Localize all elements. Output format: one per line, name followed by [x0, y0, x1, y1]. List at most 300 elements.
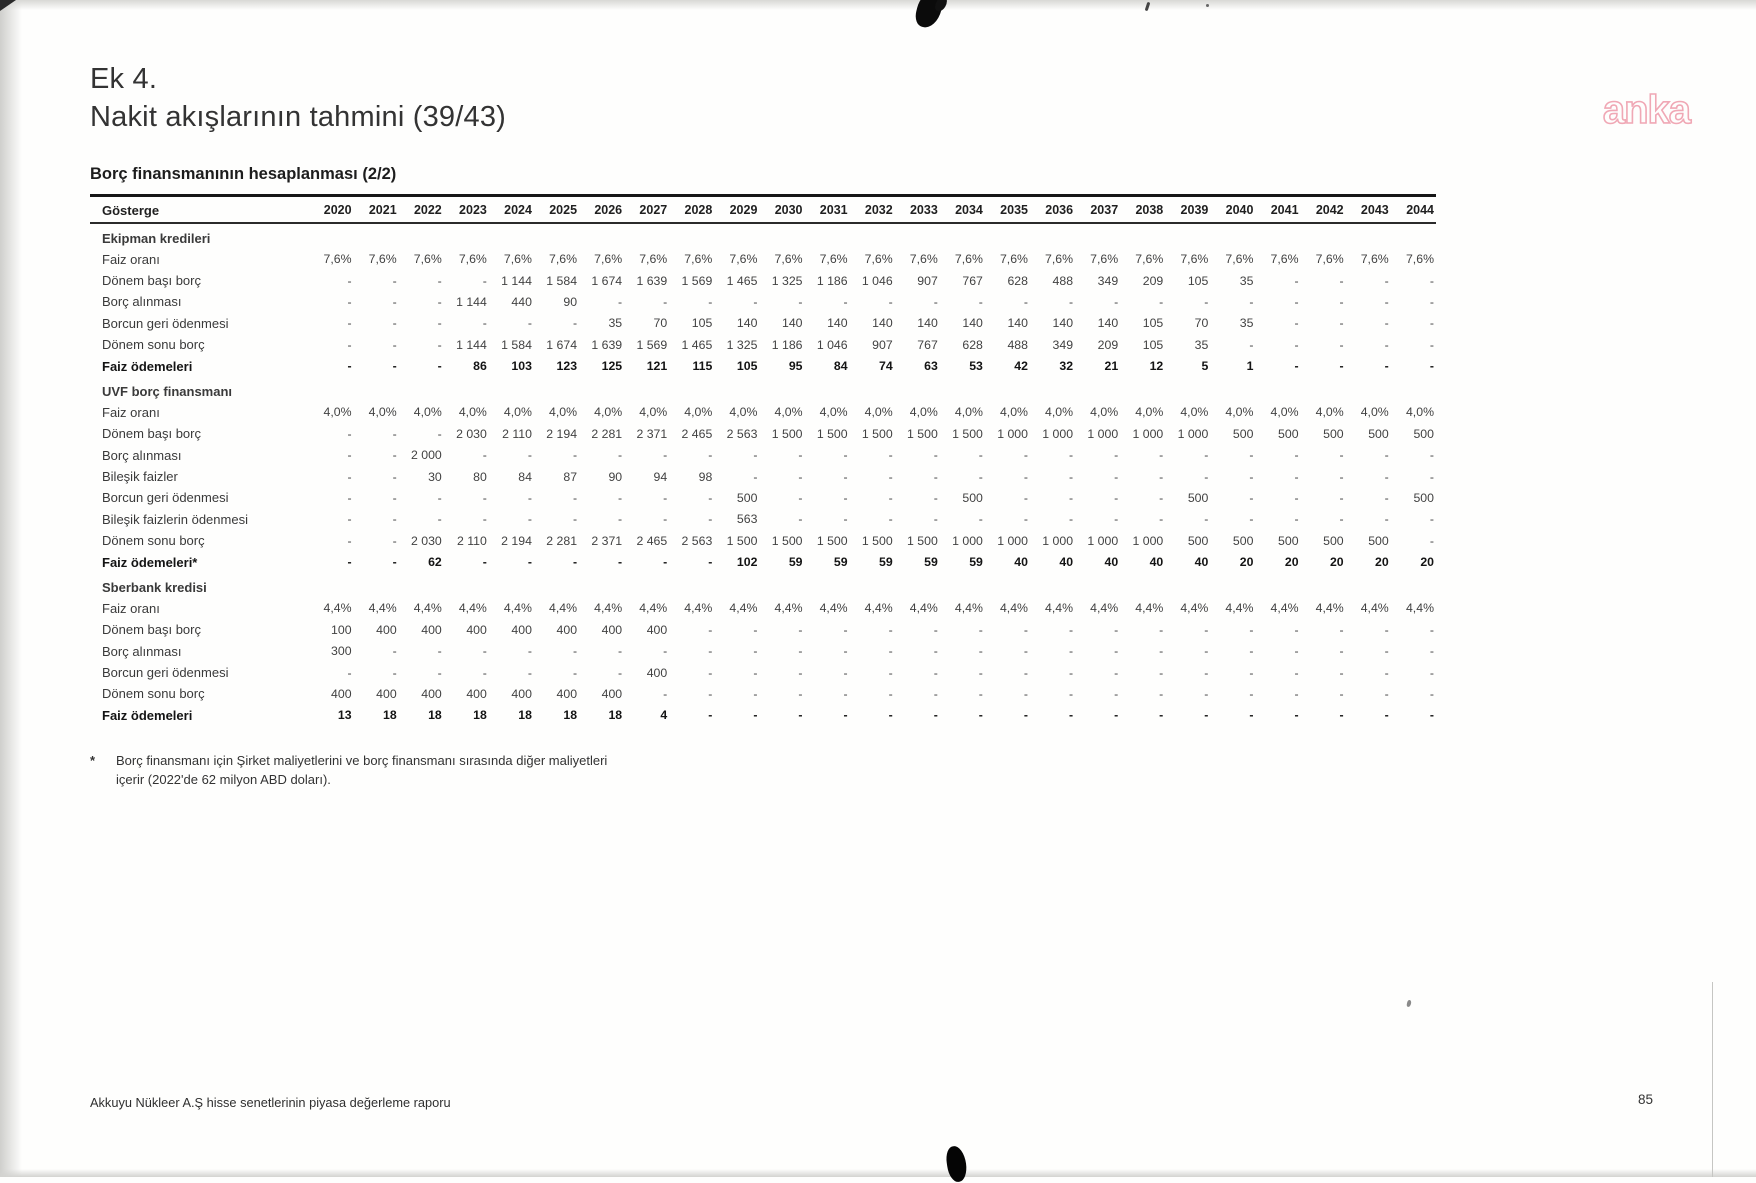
- table-cell: 35: [1239, 316, 1254, 331]
- table-cell: 40: [1059, 555, 1074, 570]
- table-cell: 1 000: [952, 533, 983, 548]
- table-cell: -: [392, 359, 397, 374]
- table-cell: 1 500: [861, 533, 893, 548]
- table-cell: -: [1429, 448, 1434, 463]
- table-cell: -: [527, 490, 532, 505]
- row-label: Bileşik faizlerin ödenmesi: [102, 511, 248, 527]
- table-cell: -: [1294, 490, 1299, 505]
- section-header-row: [90, 377, 1436, 402]
- column-header-year: 2024: [504, 203, 532, 218]
- table-cell: -: [798, 448, 803, 463]
- table-cell: 488: [1052, 273, 1074, 288]
- table-row: [90, 402, 1436, 423]
- table-cell: 7,6%: [1360, 252, 1389, 267]
- table-cell: 4,0%: [368, 405, 397, 420]
- table-cell: 18: [563, 708, 578, 723]
- table-cell: -: [1023, 294, 1028, 309]
- table-cell: -: [1294, 337, 1299, 352]
- scan-artifact: [945, 1145, 969, 1183]
- table-cell: -: [1249, 622, 1254, 637]
- table-cell: -: [798, 665, 803, 680]
- table-cell: 94: [653, 469, 668, 484]
- table-cell: -: [1339, 622, 1344, 637]
- table-cell: 40: [1194, 555, 1209, 570]
- table-cell: -: [1339, 294, 1344, 309]
- table-cell: -: [978, 622, 983, 637]
- table-cell: -: [618, 294, 623, 309]
- column-header-gosterge: Gösterge: [102, 202, 160, 218]
- table-cell: 4,0%: [323, 405, 352, 420]
- table-cell: 500: [1368, 426, 1389, 441]
- table-cell: -: [663, 686, 668, 701]
- table-cell: 7,6%: [909, 252, 938, 267]
- table-cell: -: [1159, 490, 1164, 505]
- table-cell: 12: [1149, 359, 1164, 374]
- table-cell: 4,4%: [413, 601, 442, 616]
- column-header-year: 2021: [368, 203, 397, 218]
- table-cell: 4,4%: [999, 601, 1028, 616]
- table-cell: 140: [1007, 316, 1028, 331]
- table-cell: 63: [924, 359, 938, 374]
- table-cell: -: [843, 469, 848, 484]
- table-cell: -: [1384, 337, 1389, 352]
- footnote-text: Borç finansmanı için Şirket maliyetlerini ve borç finansmanı sırasında diğer maliyetleri içerir (2022'de 62 milyon ABD doları).: [116, 753, 608, 787]
- table-cell: 53: [969, 359, 983, 374]
- table-cell: 35: [1194, 337, 1209, 352]
- report-footer: Akkuyu Nükleer A.Ş hisse senetlerinin piyasa değerleme raporu: [90, 1095, 451, 1110]
- table-cell: -: [1068, 469, 1074, 484]
- table-cell: 4,0%: [729, 405, 758, 420]
- table-cell: -: [978, 644, 983, 659]
- table-cell: 35: [1239, 273, 1254, 288]
- table-cell: 1 144: [456, 294, 487, 309]
- table-cell: 400: [421, 622, 442, 637]
- table-cell: -: [1429, 686, 1434, 701]
- table-cell: -: [708, 294, 713, 309]
- table-cell: -: [1429, 273, 1434, 288]
- table-cell: -: [392, 337, 397, 352]
- table-row: [90, 619, 1436, 640]
- table-cell: 20: [1329, 555, 1344, 570]
- table-cell: -: [663, 448, 668, 463]
- table-cell: 349: [1097, 273, 1119, 288]
- table-cell: -: [437, 294, 442, 309]
- table-cell: -: [1114, 469, 1119, 484]
- table-cell: -: [1023, 686, 1028, 701]
- table-cell: -: [1114, 686, 1119, 701]
- table-cell: 767: [962, 273, 983, 288]
- table-cell: -: [1384, 490, 1389, 505]
- table-cell: 86: [473, 359, 487, 374]
- table-cell: 2 194: [501, 533, 532, 548]
- table-cell: 4,4%: [909, 601, 938, 616]
- table-cell: -: [753, 665, 758, 680]
- table-cell: -: [798, 686, 803, 701]
- table-cell: -: [1384, 359, 1389, 374]
- table-cell: 500: [1187, 490, 1209, 505]
- table-cell: -: [663, 490, 668, 505]
- table-cell: 140: [872, 316, 893, 331]
- table-cell: -: [1339, 644, 1344, 659]
- table-cell: 59: [833, 555, 848, 570]
- table-cell: -: [1159, 448, 1164, 463]
- table-cell: 7,6%: [1405, 252, 1434, 267]
- table-cell: -: [527, 316, 532, 331]
- table-cell: -: [392, 533, 397, 548]
- table-cell: -: [392, 448, 397, 463]
- table-cell: -: [1114, 665, 1119, 680]
- table-cell: 1 046: [816, 337, 848, 352]
- table-cell: 7,6%: [1180, 252, 1209, 267]
- table-cell: -: [933, 686, 938, 701]
- table-cell: 70: [1194, 316, 1209, 331]
- table-cell: -: [843, 448, 848, 463]
- table-cell: 349: [1052, 337, 1074, 352]
- table-cell: -: [1429, 337, 1434, 352]
- table-cell: -: [1114, 622, 1119, 637]
- table-cell: -: [1204, 294, 1209, 309]
- table-cell: 105: [1142, 337, 1164, 352]
- table-cell: 907: [872, 337, 893, 352]
- table-cell: -: [392, 665, 397, 680]
- section-title: Sberbank kredisi: [102, 579, 207, 595]
- table-cell: -: [347, 426, 352, 441]
- table-cell: -: [933, 708, 938, 723]
- table-cell: 488: [1007, 337, 1028, 352]
- column-header-year: 2037: [1090, 203, 1119, 218]
- table-cell: 2 465: [636, 533, 668, 548]
- table-cell: 4,4%: [864, 601, 893, 616]
- table-cell: 59: [969, 555, 983, 570]
- table-cell: -: [392, 316, 397, 331]
- table-cell: -: [618, 665, 623, 680]
- table-cell: -: [978, 708, 983, 723]
- anka-logo: anka: [1602, 88, 1690, 132]
- column-header-year: 2023: [459, 203, 487, 218]
- table-cell: 140: [917, 316, 938, 331]
- table-cell: -: [933, 448, 938, 463]
- table-cell: -: [798, 294, 803, 309]
- table-cell: -: [347, 448, 352, 463]
- scan-artifact: [1206, 4, 1209, 7]
- table-cell: 1 500: [816, 533, 848, 548]
- table-cell: -: [347, 294, 352, 309]
- table-cell: -: [527, 448, 532, 463]
- table-cell: 400: [646, 622, 668, 637]
- table-cell: -: [347, 273, 352, 288]
- table-cell: 2 030: [456, 426, 487, 441]
- table-row: [90, 291, 1436, 312]
- table-row: [90, 423, 1436, 444]
- table-cell: -: [1339, 359, 1344, 374]
- table-cell: 4,4%: [774, 601, 803, 616]
- table-cell: 90: [563, 294, 578, 309]
- table-cell: -: [798, 469, 803, 484]
- table-cell: -: [933, 469, 938, 484]
- table-cell: 4,0%: [954, 405, 983, 420]
- table-cell: -: [888, 708, 893, 723]
- table-cell: 400: [376, 622, 397, 637]
- table-cell: -: [1204, 665, 1209, 680]
- table-cell: -: [978, 448, 983, 463]
- table-cell: 1 465: [681, 337, 713, 352]
- table-cell: 4,4%: [684, 601, 713, 616]
- footnote: [90, 752, 1440, 790]
- column-header-year: 2041: [1270, 203, 1299, 218]
- table-cell: -: [618, 512, 623, 527]
- table-cell: -: [527, 512, 532, 527]
- table-cell: -: [843, 622, 848, 637]
- year-header-row: [90, 195, 1436, 223]
- row-label: Faiz oranı: [102, 600, 160, 616]
- table-cell: -: [888, 512, 893, 527]
- table-cell: 102: [736, 555, 758, 570]
- table-row: [90, 355, 1436, 376]
- table-cell: -: [1068, 448, 1074, 463]
- table-cell: 400: [556, 622, 578, 637]
- table-cell: -: [1249, 686, 1254, 701]
- table-cell: -: [1339, 469, 1344, 484]
- table-cell: 7,6%: [954, 252, 983, 267]
- table-cell: -: [798, 512, 803, 527]
- table-row: [90, 705, 1436, 726]
- table-cell: 400: [646, 665, 668, 680]
- table-cell: 7,6%: [413, 252, 442, 267]
- table-cell: 2 563: [726, 426, 758, 441]
- row-label: Borç alınması: [102, 447, 182, 463]
- table-cell: -: [663, 555, 668, 570]
- table-cell: 1 500: [861, 426, 893, 441]
- scan-edge-left: [0, 0, 22, 1177]
- row-label: Bileşik faizler: [102, 469, 178, 485]
- table-cell: 2 563: [681, 533, 713, 548]
- table-cell: -: [708, 708, 713, 723]
- table-cell: 2 465: [681, 426, 713, 441]
- table-cell: -: [392, 469, 397, 484]
- table-cell: -: [437, 665, 442, 680]
- table-cell: -: [618, 555, 623, 570]
- table-cell: 7,6%: [774, 252, 803, 267]
- table-cell: -: [1429, 316, 1434, 331]
- row-label: Borcun geri ödenmesi: [102, 315, 229, 331]
- table-cell: -: [708, 448, 713, 463]
- table-cell: 1 584: [501, 337, 532, 352]
- table-cell: -: [1249, 665, 1254, 680]
- table-cell: 209: [1097, 337, 1119, 352]
- table-cell: -: [1294, 294, 1299, 309]
- table-cell: -: [933, 512, 938, 527]
- table-cell: 1 000: [1132, 426, 1164, 441]
- table-cell: 1 000: [1087, 533, 1119, 548]
- table-cell: 4,4%: [639, 601, 668, 616]
- table-cell: -: [1294, 665, 1299, 680]
- table-cell: 500: [1278, 426, 1299, 441]
- table-cell: 4,4%: [1135, 601, 1164, 616]
- column-header-year: 2035: [1000, 203, 1028, 218]
- scan-artifact: [1406, 1000, 1411, 1008]
- table-cell: 7,6%: [819, 252, 848, 267]
- table-cell: 500: [1323, 426, 1344, 441]
- table-cell: 2 110: [502, 426, 532, 441]
- table-cell: -: [708, 644, 713, 659]
- table-cell: -: [1023, 644, 1028, 659]
- table-cell: -: [1249, 708, 1254, 723]
- column-header-year: 2043: [1360, 203, 1389, 218]
- table-cell: -: [843, 490, 848, 505]
- table-cell: 7,6%: [1315, 252, 1344, 267]
- column-header-year: 2030: [774, 203, 803, 218]
- table-cell: 4: [660, 708, 668, 723]
- table-cell: -: [392, 555, 397, 570]
- table-cell: -: [1384, 686, 1389, 701]
- table-cell: 400: [556, 686, 578, 701]
- table-cell: -: [1023, 469, 1028, 484]
- table-cell: -: [1023, 512, 1028, 527]
- table-cell: -: [1114, 448, 1119, 463]
- column-header-year: 2025: [549, 203, 578, 218]
- table-cell: 4,4%: [1090, 601, 1119, 616]
- table-cell: -: [888, 686, 893, 701]
- table-cell: 115: [692, 359, 713, 374]
- table-cell: 4,0%: [549, 405, 578, 420]
- table-cell: -: [1294, 622, 1299, 637]
- table-cell: 4,0%: [594, 405, 623, 420]
- table-cell: -: [708, 490, 713, 505]
- table-cell: -: [1023, 448, 1028, 463]
- table-cell: 59: [879, 555, 893, 570]
- column-header-year: 2032: [864, 203, 893, 218]
- table-cell: -: [1294, 359, 1299, 374]
- table-cell: 2 281: [546, 533, 578, 548]
- table-cell: 59: [924, 555, 938, 570]
- table-cell: 7,6%: [1225, 252, 1254, 267]
- table-row: [90, 466, 1436, 487]
- table-cell: 121: [646, 359, 668, 374]
- table-cell: 500: [1413, 490, 1434, 505]
- column-header-year: 2040: [1225, 203, 1254, 218]
- table-cell: -: [618, 448, 623, 463]
- table-cell: 1 569: [681, 273, 713, 288]
- table-cell: 140: [962, 316, 983, 331]
- column-header-year: 2042: [1315, 203, 1344, 218]
- table-cell: 4,0%: [819, 405, 848, 420]
- table-cell: -: [482, 555, 487, 570]
- table-cell: 500: [1413, 426, 1434, 441]
- row-label: Faiz oranı: [102, 251, 160, 267]
- table-cell: 1 000: [1132, 533, 1164, 548]
- table-cell: -: [1249, 337, 1254, 352]
- table-cell: -: [347, 533, 352, 548]
- table-cell: 18: [518, 708, 532, 723]
- table-cell: 18: [428, 708, 442, 723]
- table-cell: -: [1023, 622, 1028, 637]
- table-cell: 1 000: [1042, 426, 1074, 441]
- table-cell: 1 639: [636, 273, 668, 288]
- table-cell: -: [933, 644, 938, 659]
- table-cell: -: [708, 512, 713, 527]
- table-cell: 1 500: [726, 533, 758, 548]
- table-cell: -: [1384, 622, 1389, 637]
- table-cell: 2 030: [410, 533, 442, 548]
- table-cell: -: [933, 622, 938, 637]
- table-cell: -: [753, 469, 758, 484]
- table-cell: -: [978, 512, 983, 527]
- table-cell: -: [888, 469, 893, 484]
- table-cell: -: [1068, 294, 1074, 309]
- table-cell: -: [1429, 708, 1434, 723]
- table-row: [90, 551, 1436, 572]
- table-cell: 7,6%: [458, 252, 487, 267]
- table-cell: 400: [376, 686, 397, 701]
- table-cell: -: [1204, 686, 1209, 701]
- table-cell: 500: [1232, 533, 1254, 548]
- table-cell: -: [1429, 533, 1434, 548]
- table-cell: -: [572, 490, 578, 505]
- table-cell: -: [888, 294, 893, 309]
- table-cell: 400: [421, 686, 442, 701]
- table-cell: 500: [1323, 533, 1344, 548]
- table-cell: -: [618, 490, 623, 505]
- table-cell: 7,6%: [549, 252, 578, 267]
- table-cell: -: [1429, 665, 1434, 680]
- table-cell: -: [1249, 644, 1254, 659]
- table-cell: 4,0%: [1225, 405, 1254, 420]
- table-row: [90, 530, 1436, 551]
- table-cell: -: [1429, 512, 1434, 527]
- table-cell: -: [708, 555, 713, 570]
- table-cell: -: [392, 294, 397, 309]
- table-cell: 1 674: [546, 337, 578, 352]
- table-cell: -: [1159, 622, 1164, 637]
- table-cell: 4,0%: [774, 405, 803, 420]
- table-cell: -: [978, 665, 983, 680]
- table-cell: 80: [473, 469, 487, 484]
- table-cell: 4,4%: [729, 601, 758, 616]
- table-cell: 42: [1014, 359, 1028, 374]
- table-cell: 40: [1149, 555, 1164, 570]
- table-cell: 4,0%: [503, 405, 532, 420]
- column-header-year: 2029: [729, 203, 758, 218]
- table-cell: -: [1339, 708, 1344, 723]
- title-line2: Nakit akışlarının tahmini (39/43): [90, 101, 506, 134]
- table-cell: 70: [653, 316, 668, 331]
- table-cell: -: [1159, 512, 1164, 527]
- table-cell: 74: [879, 359, 893, 374]
- column-header-year: 2044: [1406, 203, 1434, 218]
- table-cell: 1 000: [1087, 426, 1119, 441]
- table-cell: -: [1429, 469, 1434, 484]
- table-cell: -: [843, 665, 848, 680]
- table-cell: 105: [1142, 316, 1164, 331]
- scan-edge-bottom: [0, 1169, 1756, 1177]
- table-cell: -: [392, 490, 397, 505]
- table-cell: 400: [511, 686, 532, 701]
- table-cell: -: [1339, 686, 1344, 701]
- table-cell: 563: [736, 512, 758, 527]
- table-cell: -: [1384, 708, 1389, 723]
- table-cell: 7,6%: [323, 252, 352, 267]
- table-cell: -: [1339, 337, 1344, 352]
- row-label: Borç alınması: [102, 643, 182, 659]
- table-cell: 2 371: [591, 533, 623, 548]
- table-cell: 1 500: [952, 426, 983, 441]
- table-cell: 1 000: [1177, 426, 1209, 441]
- table-cell: 7,6%: [684, 252, 713, 267]
- table-cell: -: [437, 512, 442, 527]
- table-cell: -: [1339, 665, 1344, 680]
- table-row: [90, 313, 1436, 334]
- debt-financing-table: [90, 194, 1436, 727]
